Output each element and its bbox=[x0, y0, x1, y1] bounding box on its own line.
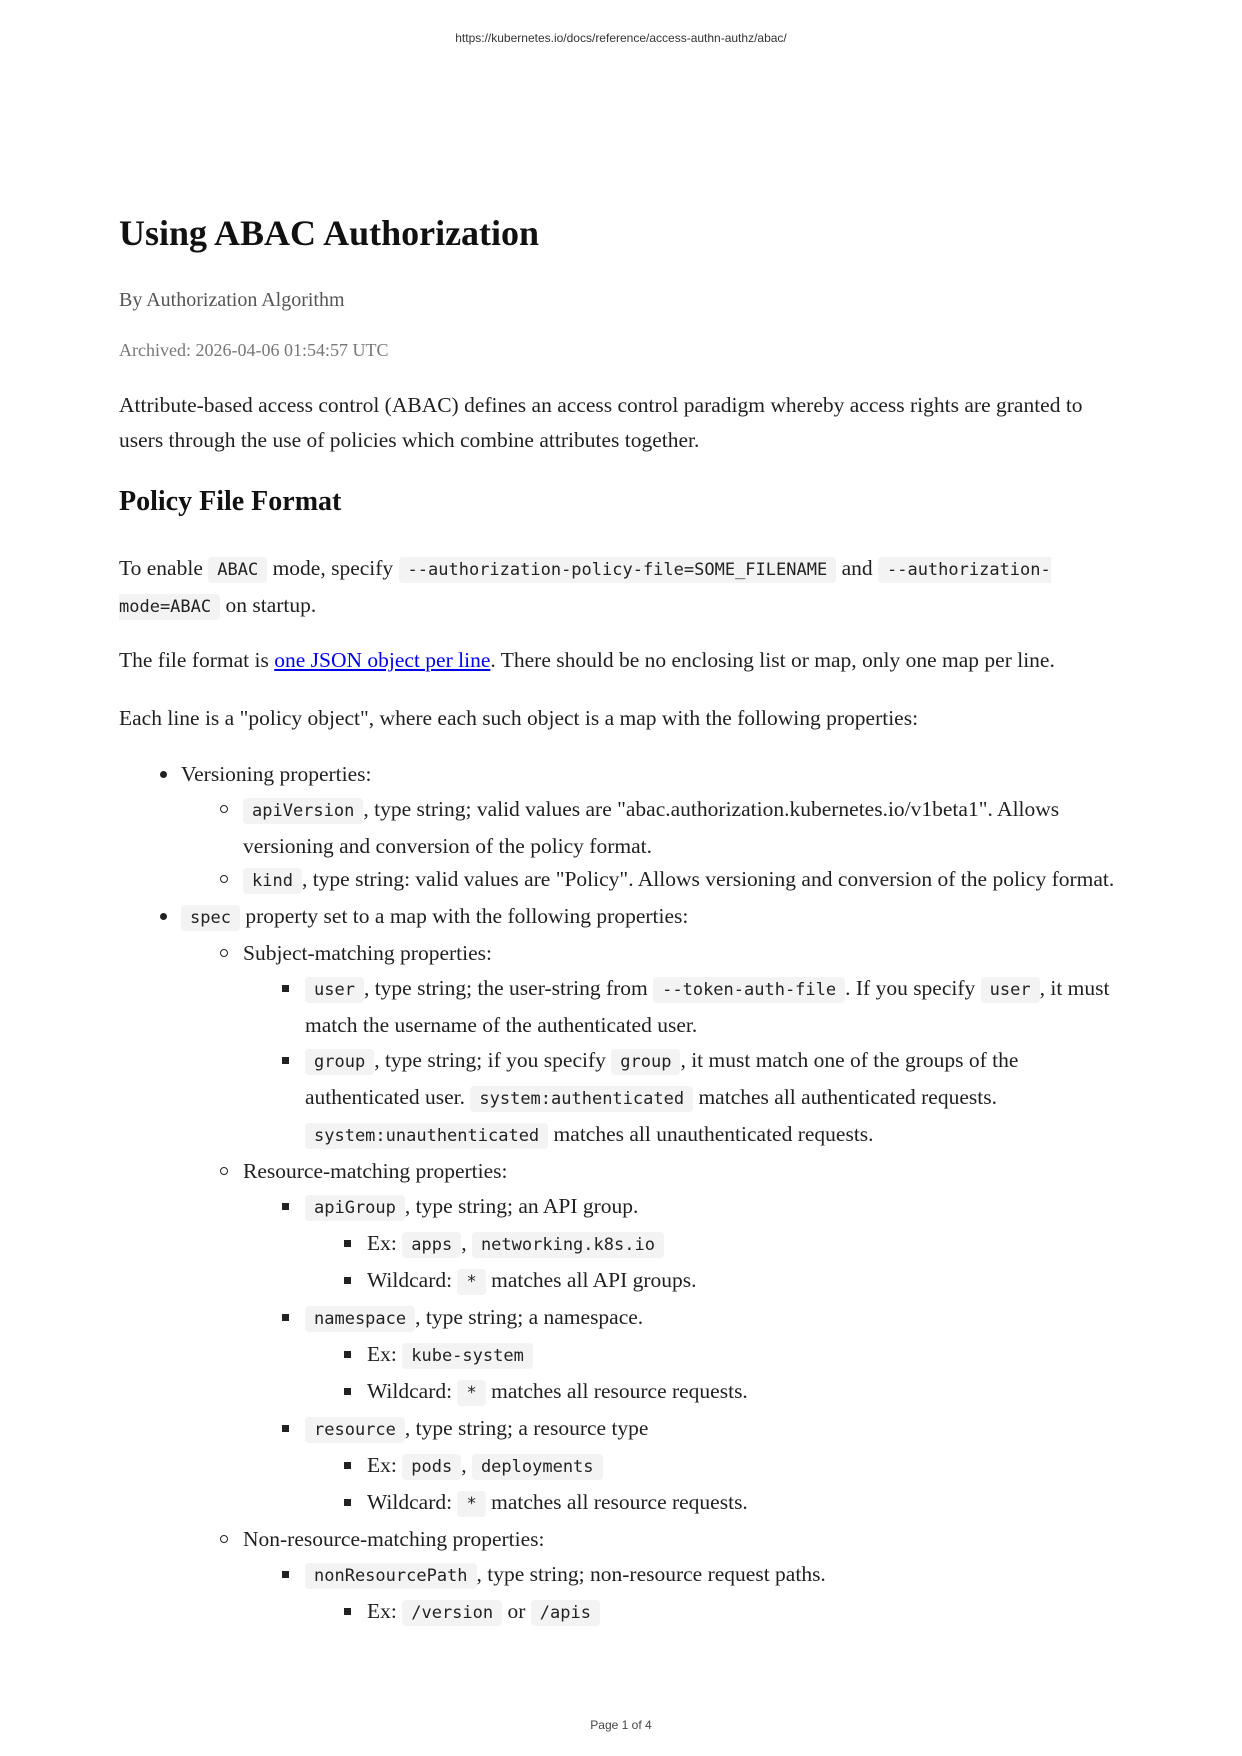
bullet-disc-icon bbox=[160, 771, 167, 778]
bullet-square-icon bbox=[344, 1499, 351, 1506]
code-apis-path: /apis bbox=[531, 1600, 600, 1626]
archived-timestamp: Archived: 2026-04-06 01:54:57 UTC bbox=[119, 340, 389, 360]
list-item-user bbox=[243, 971, 1129, 1043]
list-item-kind bbox=[181, 862, 1129, 899]
list-item-label: Resource-matching properties: bbox=[243, 1159, 508, 1183]
code-user: user bbox=[305, 977, 364, 1003]
code-system-unauthenticated: system:unauthenticated bbox=[305, 1123, 548, 1149]
text: Wildcard: bbox=[367, 1379, 453, 1403]
page-title: Using ABAC Authorization bbox=[119, 213, 540, 253]
text: To enable bbox=[119, 556, 203, 580]
bullet-square-icon bbox=[344, 1462, 351, 1469]
code-networking: networking.k8s.io bbox=[472, 1232, 664, 1258]
bullet-circle-icon bbox=[220, 1167, 228, 1175]
properties-list bbox=[119, 757, 1129, 1631]
list-item-resource bbox=[243, 1411, 1129, 1522]
text: Ex: bbox=[367, 1453, 397, 1477]
list-item-nonresourcepath bbox=[243, 1557, 1129, 1631]
list-item-wildcard bbox=[305, 1374, 1129, 1411]
policy-object-paragraph: Each line is a "policy object", where each such object is a map with the following properties: bbox=[119, 706, 919, 730]
bullet-square-icon bbox=[282, 1425, 289, 1432]
list-item-namespace bbox=[243, 1300, 1129, 1411]
text: , bbox=[461, 1453, 467, 1477]
code-kind: kind bbox=[243, 868, 302, 894]
text: Ex: bbox=[367, 1231, 397, 1255]
code-group: group bbox=[305, 1049, 374, 1075]
text: Wildcard: bbox=[367, 1490, 453, 1514]
text: , type string; a namespace. bbox=[415, 1305, 644, 1329]
list-item-subject-matching bbox=[181, 936, 1129, 1154]
list-item-label: Versioning properties: bbox=[181, 762, 372, 786]
code-abac: ABAC bbox=[208, 557, 267, 583]
text: or bbox=[507, 1599, 526, 1623]
code-system-authenticated: system:authenticated bbox=[470, 1086, 693, 1112]
text: . There should be no enclosing list or map, only one map per line. bbox=[490, 648, 1055, 672]
code-policy-file-flag: --authorization-policy-file=SOME_FILENAME bbox=[399, 557, 837, 583]
text: matches all authenticated requests. bbox=[698, 1085, 997, 1109]
json-lines-link[interactable]: one JSON object per line bbox=[274, 648, 491, 672]
code-pods: pods bbox=[402, 1454, 461, 1480]
code-namespace: namespace bbox=[305, 1306, 415, 1332]
text: mode, specify bbox=[272, 556, 394, 580]
text: on startup. bbox=[225, 592, 317, 617]
section-heading-policy-file-format: Policy File Format bbox=[119, 486, 342, 517]
page-footer: Page 1 of 4 bbox=[590, 1718, 652, 1732]
code-nonresourcepath: nonResourcePath bbox=[305, 1563, 477, 1589]
code-user: user bbox=[981, 977, 1040, 1003]
bullet-square-icon bbox=[344, 1388, 351, 1395]
list-item-label: Subject-matching properties: bbox=[243, 941, 492, 965]
list-item-wildcard bbox=[305, 1485, 1129, 1522]
code-group: group bbox=[611, 1049, 680, 1075]
bullet-circle-icon bbox=[220, 949, 228, 957]
code-wildcard: * bbox=[457, 1491, 485, 1517]
text: Ex: bbox=[367, 1599, 397, 1623]
bullet-circle-icon bbox=[220, 1535, 228, 1543]
list-item-apigroup bbox=[243, 1189, 1129, 1300]
text: matches all resource requests. bbox=[491, 1490, 748, 1514]
code-kube-system: kube-system bbox=[402, 1343, 533, 1369]
text: , type string; if you specify bbox=[374, 1048, 606, 1072]
list-item-example bbox=[305, 1594, 1129, 1631]
list-item-versioning bbox=[119, 757, 1129, 899]
text: , type string: valid values are "Policy". Allows versioning and conversion of the policy format. bbox=[301, 867, 1115, 891]
bullet-square-icon bbox=[344, 1240, 351, 1247]
format-paragraph bbox=[119, 643, 1129, 678]
text: , type string; an API group. bbox=[404, 1194, 639, 1218]
code-token-auth-file: --token-auth-file bbox=[653, 977, 845, 1003]
code-wildcard: * bbox=[457, 1269, 485, 1295]
list-item-non-resource-matching bbox=[181, 1522, 1129, 1631]
bullet-circle-icon bbox=[220, 805, 228, 813]
code-spec: spec bbox=[181, 905, 240, 931]
byline: By Authorization Algorithm bbox=[119, 289, 345, 311]
code-version-path: /version bbox=[402, 1600, 502, 1626]
text: property set to a map with the following properties: bbox=[245, 904, 689, 928]
bullet-disc-icon bbox=[160, 913, 167, 920]
list-item-resource-matching bbox=[181, 1154, 1129, 1522]
text: Ex: bbox=[367, 1342, 397, 1366]
code-deployments: deployments bbox=[472, 1454, 603, 1480]
text: Wildcard: bbox=[367, 1268, 453, 1292]
text: , type string; valid values are "abac.authorization.kubernetes.io/v1beta1". Allows versioning and conversion of the policy format. bbox=[243, 797, 1060, 858]
enable-paragraph bbox=[119, 551, 1119, 624]
list-item-label: Non-resource-matching properties: bbox=[243, 1527, 545, 1551]
bullet-square-icon bbox=[344, 1351, 351, 1358]
list-item-spec bbox=[119, 899, 1129, 1631]
list-item-example bbox=[305, 1226, 1129, 1263]
text: matches all unauthenticated requests. bbox=[553, 1122, 874, 1146]
code-authorization-mode-flag: --authorization-mode=ABAC bbox=[119, 557, 1051, 620]
bullet-square-icon bbox=[282, 1203, 289, 1210]
text: , type string; the user-string from bbox=[363, 976, 648, 1000]
code-apps: apps bbox=[402, 1232, 461, 1258]
code-resource: resource bbox=[305, 1417, 405, 1443]
page-url-header: https://kubernetes.io/docs/reference/access-authn-authz/abac/ bbox=[455, 31, 787, 45]
text: The file format is bbox=[119, 648, 269, 672]
text: , type string; non-resource request paths. bbox=[476, 1562, 826, 1586]
text: , it must match the username of the authenticated user. bbox=[305, 976, 1110, 1037]
bullet-square-icon bbox=[282, 1571, 289, 1578]
code-apigroup: apiGroup bbox=[305, 1195, 405, 1221]
list-item-apiversion bbox=[181, 792, 1129, 864]
text: , it must match one of the groups of the authenticated user. bbox=[305, 1048, 1019, 1109]
text: , type string; a resource type bbox=[404, 1416, 649, 1440]
bullet-square-icon bbox=[282, 985, 289, 992]
bullet-square-icon bbox=[282, 1057, 289, 1064]
text: . If you specify bbox=[845, 976, 976, 1000]
code-wildcard: * bbox=[457, 1380, 485, 1406]
list-item-example bbox=[305, 1337, 1129, 1374]
code-apiversion: apiVersion bbox=[243, 798, 363, 824]
bullet-circle-icon bbox=[220, 875, 228, 883]
list-item-wildcard bbox=[305, 1263, 1129, 1300]
text: matches all resource requests. bbox=[491, 1379, 748, 1403]
bullet-square-icon bbox=[344, 1277, 351, 1284]
list-item-group bbox=[243, 1043, 1129, 1154]
text: and bbox=[841, 556, 873, 580]
text: matches all API groups. bbox=[491, 1268, 697, 1292]
bullet-square-icon bbox=[282, 1314, 289, 1321]
bullet-square-icon bbox=[344, 1608, 351, 1615]
text: , bbox=[461, 1231, 467, 1255]
intro-paragraph: Attribute-based access control (ABAC) defines an access control paradigm whereby access rights are granted to users through the use of policies which combine attributes together. bbox=[119, 393, 1083, 452]
list-item-example bbox=[305, 1448, 1129, 1485]
